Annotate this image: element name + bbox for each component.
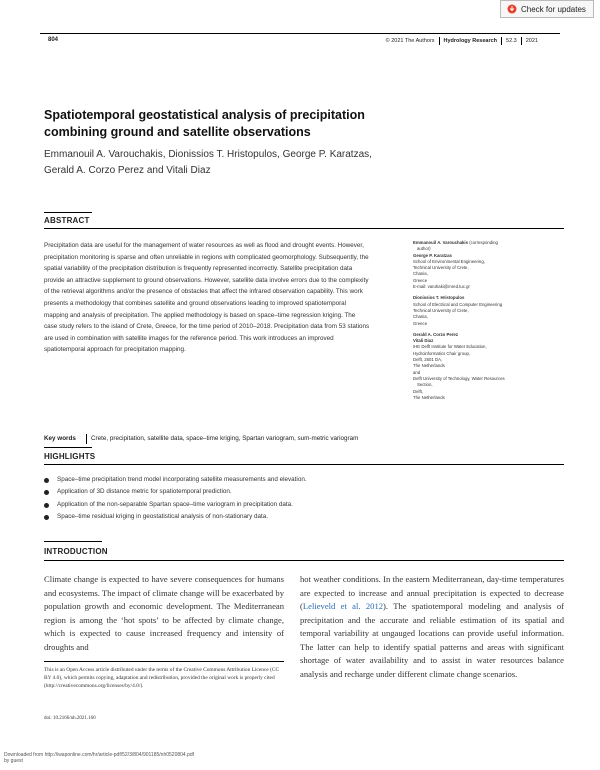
highlights-heading: HIGHLIGHTS: [44, 452, 96, 461]
highlights-divider: [44, 464, 564, 465]
article-title: Spatiotemporal geostatistical analysis of precipitation combining ground and satellite observations: [44, 108, 365, 139]
intro-column-1: Climate change is expected to have severe consequences for humans and ecosystems. The impact of climate change will be exacerbated by population growth and economic development. The Mediterranean region is among the ‘hot spots’ to be affected by climate change, which is expected to cause increased frequency and intensity of droughts and: [44, 574, 284, 652]
bullet-icon: [44, 490, 49, 495]
affiliation-line: IHE Delft Institute for Water Education,: [413, 344, 487, 350]
affiliation-line: Technical University of Crete,: [413, 265, 469, 271]
affiliation-name: Emmanouil A. Varouchakis: [413, 240, 469, 245]
journal-info: [386, 37, 538, 45]
highlight-text: Application of the non-separable Spartan space–time variogram in precipitation data.: [57, 500, 293, 508]
abstract-divider: [44, 228, 564, 229]
affiliation-line: Delft, 2601 DA,: [413, 357, 443, 363]
footnote-rule: [44, 661, 284, 662]
highlight-text: Space–time precipitation trend model incorporating satellite measurements and elevation.: [57, 476, 307, 483]
doi: doi: 10.2166/nh.2021.160: [44, 716, 96, 721]
page-number: 804: [48, 37, 59, 43]
bullet-icon: [44, 503, 49, 508]
keywords: [44, 434, 374, 444]
affiliation-line: School of Electrical and Computer Engineering: [413, 301, 503, 307]
introduction-heading: INTRODUCTION: [44, 547, 108, 556]
download-notice: [4, 752, 194, 764]
affiliation-name: Gerald A. Corzo Perez: [413, 331, 458, 337]
affiliation-email: E-mail: varuhaki@mred.tuc.gr: [413, 284, 470, 290]
bullet-icon: [44, 515, 49, 520]
affiliation-line: Section,: [417, 382, 433, 388]
copyright: © 2021 The Authors: [385, 38, 435, 44]
journal-year: 2021: [525, 38, 538, 44]
download-line: by guest: [4, 758, 23, 764]
introduction-rule: [44, 541, 102, 542]
journal-volume: 52.3: [506, 38, 517, 44]
affiliation-note: (corresponding: [468, 240, 498, 245]
affiliation-line: Chania,: [413, 271, 428, 277]
affiliation-line: Delft University of Technology, Water Resources: [413, 375, 505, 381]
check-for-updates-button[interactable]: [500, 0, 594, 18]
license-footnote: [44, 666, 284, 691]
affiliations: [413, 240, 563, 406]
affiliation-line: Delft,: [413, 388, 424, 394]
affiliation-line: School of Environmental Engineering,: [413, 258, 485, 264]
check-for-updates-label: Check for updates: [521, 4, 586, 14]
license-link[interactable]: (http://creativecommons.org/licenses/by/4.0/).: [44, 683, 144, 690]
affiliation-line: The Netherlands: [413, 394, 445, 400]
abstract-heading: ABSTRACT: [44, 216, 90, 225]
citation-link[interactable]: Lelieveld et al. 2012: [302, 601, 384, 611]
license-text: This is an Open Access article distributed under the terms of the Creative Commons Attribution Licence (CC BY 4.0), which permits copying, adaptation and redistribution, provided the original work is properly cited: [44, 667, 280, 682]
highlights-list: [44, 474, 564, 524]
keywords-label: Key words: [44, 434, 87, 444]
affiliation-line: Technical University of Crete,: [413, 307, 469, 313]
download-line: Downloaded from http://iwaponline.com/hr/article-pdf/52/3/804/901185/nh0520804.pdf: [4, 752, 195, 758]
highlight-text: Space–time residual kriging in geostatistical analysis of non-stationary data.: [57, 513, 269, 521]
bullet-icon: [44, 478, 49, 483]
affiliation-line: Greece: [413, 277, 428, 283]
affiliation-line: and: [413, 369, 421, 375]
authors-line-1: Emmanouil A. Varouchakis, Dionissios T. Hristopulos, George P. Karatzas,: [44, 149, 372, 160]
affiliation-line: Greece: [413, 320, 428, 326]
introduction-divider: [44, 560, 564, 561]
header-rule: [40, 33, 560, 34]
affiliation-line: The Netherlands: [413, 363, 445, 369]
keywords-text: Crete, precipitation, satellite data, space–time kriging, Spartan variogram, sum-metric variogram: [91, 435, 359, 442]
intro-column-2: [300, 573, 564, 681]
abstract-rule: [44, 212, 92, 213]
affiliation-line: Hydroinformatics Chair group,: [413, 350, 471, 356]
author-list: [44, 147, 444, 179]
intro-text: ). The spatiotemporal modeling and analysis of precipitation and the accurate and reliable estimation of its spatial and temporal variability at ungauged locations can provide useful information. The latter can help to identify spatial patterns and areas with significant shortage of water availability and to assist in water resources balance analysis and recharge under different climate change scenarios.: [300, 601, 564, 679]
list-item: [44, 511, 564, 523]
authors-line-2: Gerald A. Corzo Perez and Vitali Diaz: [44, 165, 211, 176]
update-icon: [507, 4, 517, 14]
affiliation-name: George P. Karatzas: [413, 252, 452, 258]
affiliation-name: Vitali Diaz: [413, 338, 434, 344]
abstract-text: Precipitation data are useful for the management of water resources as well as flood and drought events. However, precipitation monitoring is sparse and often unreliable in regions with complicated geomorphology. Subsequently, the spatial variability of the precipitation distribution is frequently represented incorrectly. Satellite precipitation data provide an attractive supplement to ground observations. However, satellite data involve errors due to the complexity of the retrieval algorithms and/or the presence of obstacles that affect the infrared observation capability. This work presents a methodology that combines satellite and ground observations leading to improved spatiotemporal mapping and analysis of precipitation. The applied methodology is based on space–time regression kriging. The case study refers to the island of Crete, Greece, for the time period of 2010–2018. Precipitation data from 53 stations are used in combination with satellite images for the reference period. This work introduces an improved spatiotemporal approach for precipitation mapping.: [44, 242, 370, 354]
list-item: [44, 486, 564, 498]
affiliation-line: Chania,: [413, 314, 428, 320]
list-item: [44, 474, 564, 486]
highlight-text: Application of 3D distance metric for spatiotemporal prediction.: [57, 488, 232, 496]
affiliation-line: author): [417, 246, 431, 252]
affiliation-name: Dionissios T. Hristopulos: [413, 295, 465, 301]
list-item: [44, 499, 564, 511]
intro-text: hot weather conditions. In the eastern Mediterranean, day-time temperatures are expected to increase and annual precipitation is expected to decrease (: [300, 574, 564, 611]
journal-name: Hydrology Research: [443, 38, 498, 44]
highlights-rule: [44, 447, 92, 448]
